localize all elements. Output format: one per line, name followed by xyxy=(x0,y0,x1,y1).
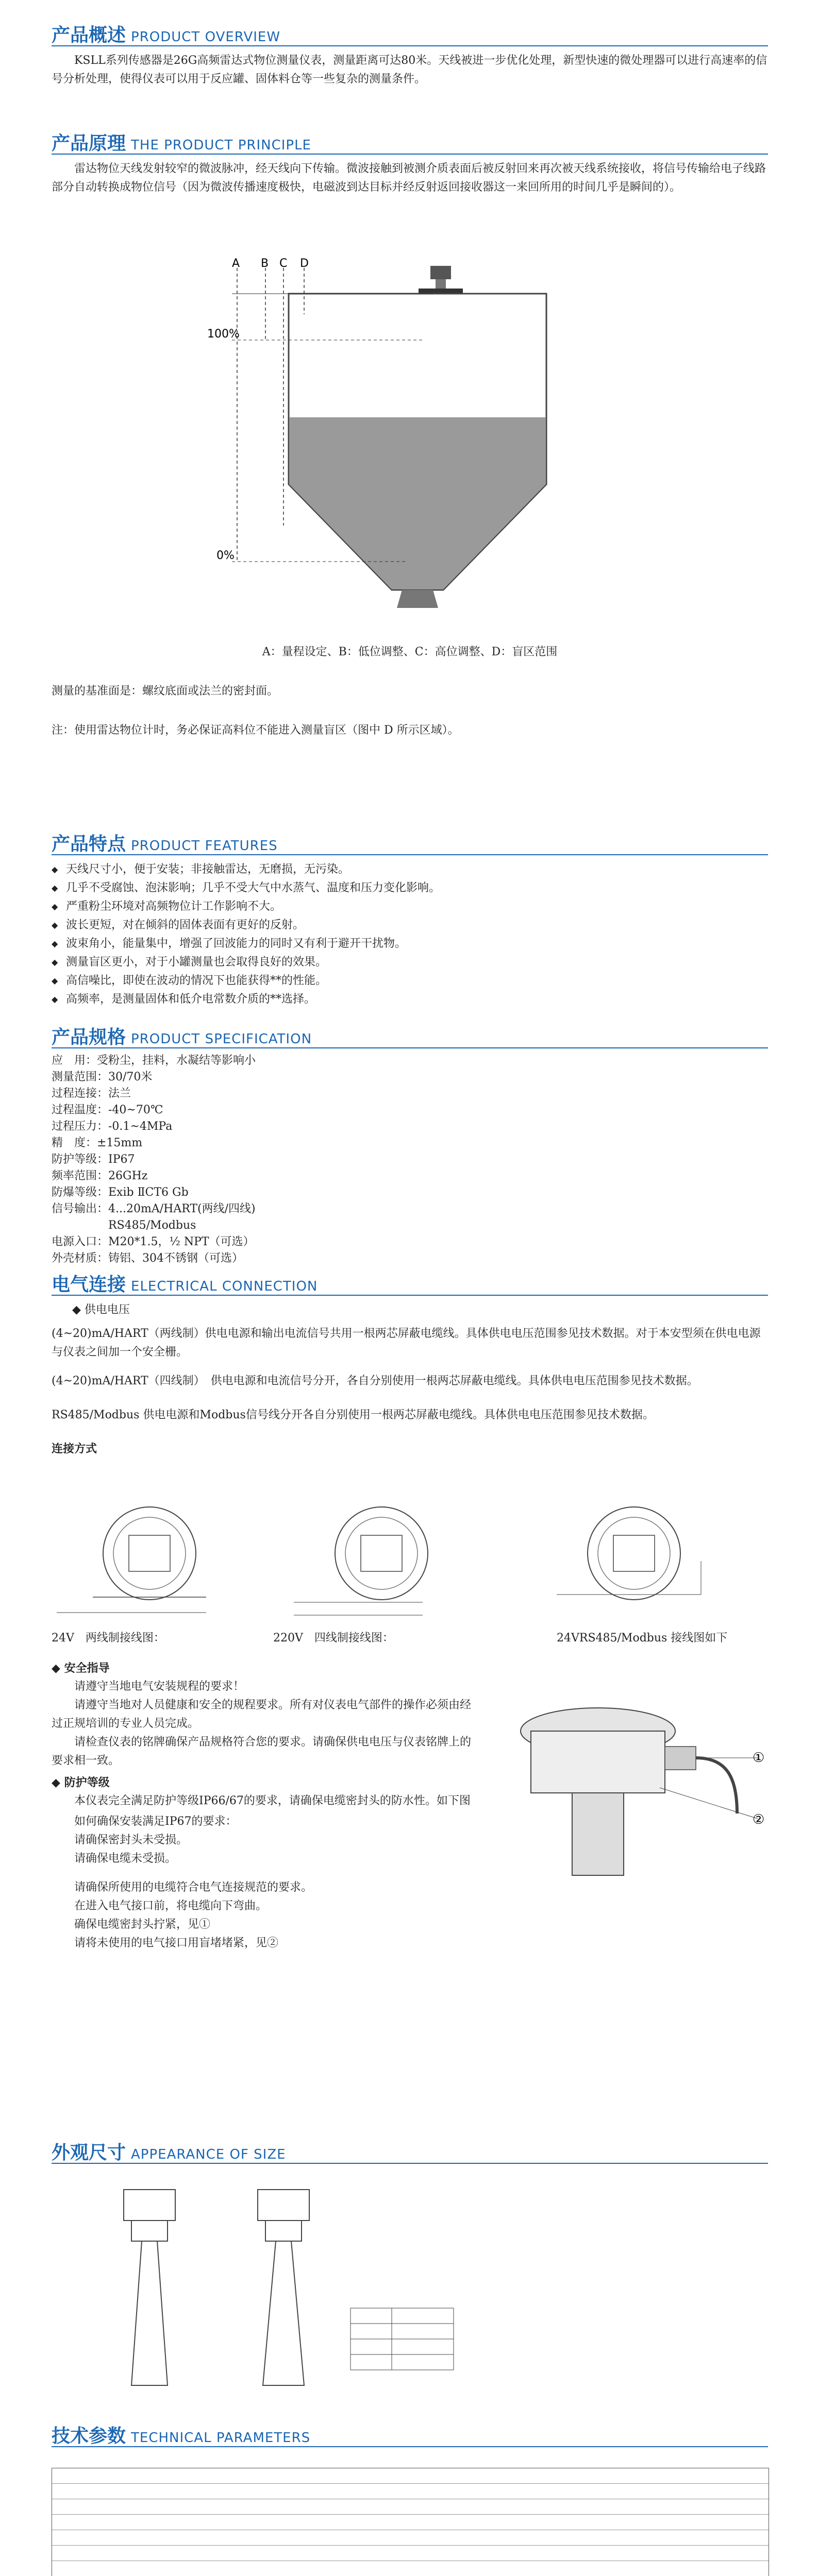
electrical-title: 电气连接 xyxy=(52,1274,126,1295)
safety-title-text: 安全指导 xyxy=(64,1662,110,1675)
wiring-rs485 xyxy=(557,1507,701,1600)
spec-row: 过程连接：法兰 xyxy=(52,1087,131,1100)
list-item: ◆ 几乎不受腐蚀、泡沫影响；几乎不受大气中水蒸气、温度和压力变化影响。 xyxy=(52,879,768,897)
principle-note2: 注：使用雷达物位计时，务必保证高料位不能进入测量盲区（图中 D 所示区域）。 xyxy=(52,724,459,737)
size-table xyxy=(350,2308,454,2370)
diag3-label: 24VRS485/Modbus 接线图如下 xyxy=(557,1632,728,1645)
size-heading xyxy=(52,2138,768,2164)
overview-heading xyxy=(52,21,768,46)
features-title-en: PRODUCT FEATURES xyxy=(131,838,278,854)
label-a: A xyxy=(232,257,240,270)
features-title: 产品特点 xyxy=(52,834,126,855)
list-item: ◆ 天线尺寸小，便于安装；非接触雷达，无磨损，无污染。 xyxy=(52,860,768,879)
wiring-2wire xyxy=(57,1507,206,1613)
features-list xyxy=(52,860,768,1009)
spec-section xyxy=(52,1023,768,1267)
protect-title-text: 防护等级 xyxy=(64,1776,110,1789)
electrical-heading xyxy=(52,1270,768,1296)
overview-title: 产品概述 xyxy=(52,25,126,46)
cable-gland-diagram xyxy=(495,1700,768,1906)
supply-title-text: 供电电压 xyxy=(84,1303,130,1316)
tank-medium xyxy=(289,417,546,589)
size-title-en: APPEARANCE OF SIZE xyxy=(131,2147,286,2162)
diag2-label: 220V 四线制接线图： xyxy=(273,1632,394,1645)
tank-principle-diagram xyxy=(207,257,598,629)
spec-row: 防爆等级：Exib ⅡCT6 Gb xyxy=(52,1186,189,1199)
principle-heading xyxy=(52,129,768,155)
protect-line: 请确保所使用的电缆符合电气连接规范的要求。 xyxy=(74,1881,313,1894)
safety-line: 请遵守当地对人员健康和安全的规程要求。所有对仪表电气部件的操作必须由经过正规培训的专业人员完成。 xyxy=(52,1699,472,1730)
safety-block xyxy=(52,1654,474,1953)
conn-title: 连接方式 xyxy=(52,1443,97,1455)
supply-title: ◆ 供电电压 xyxy=(72,1303,130,1316)
list-item: ◆ 波长更短，对在倾斜的固体表面有更好的反射。 xyxy=(52,916,768,935)
wiring-4wire xyxy=(294,1507,428,1615)
protect-line: 确保电缆密封头拧紧，见① xyxy=(74,1918,211,1931)
label-b: B xyxy=(261,257,269,270)
principle-text: 雷达物位天线发射较窄的微波脉冲，经天线向下传输。微波接触到被测介质表面后被反射回来再次被天线系统接收，将信号传输给电子线路部分自动转换成物位信号（因为微波传播速度极快，电磁波到达目标并经反射返回接收器这一来回所用的时间几乎是瞬间的）。 xyxy=(52,162,766,194)
protect-title: ◆ 防护等级 xyxy=(52,1776,110,1789)
spec-row: 频率范围：26GHz xyxy=(52,1170,148,1182)
size-title: 外观尺寸 xyxy=(52,2142,126,2163)
spec-row: 应 用：受粉尘，挂料，水凝结等影响小 xyxy=(52,1054,256,1067)
features-section xyxy=(52,829,768,1009)
spec-row: 测量范围：30/70米 xyxy=(52,1071,153,1083)
spec-title: 产品规格 xyxy=(52,1027,126,1048)
principle-title-en: THE PRODUCT PRINCIPLE xyxy=(131,138,311,153)
features-heading xyxy=(52,829,768,855)
spec-row: 精 度：±15mm xyxy=(52,1137,143,1149)
spec-heading xyxy=(52,1023,768,1048)
electrical-section xyxy=(52,1270,768,1459)
spec-row: 防护等级：IP67 xyxy=(52,1153,135,1166)
spec-row: RS485/Modbus xyxy=(52,1219,196,1232)
principle-notes xyxy=(52,638,768,740)
spec-row: 外壳材质：铸铝、304不锈钢（可选） xyxy=(52,1252,243,1265)
spec-row: 过程压力：-0.1~4MPa xyxy=(52,1120,173,1133)
protect-line: 本仪表完全满足防护等级IP66/67的要求，请确保电缆密封头的防水性。如下图 xyxy=(74,1794,471,1807)
supply-p2: (4~20)mA/HART（四线制） 供电电源和电流信号分开，各自分别使用一根两芯屏蔽电缆线。具体供电电压范围参见技术数据。 xyxy=(52,1375,698,1387)
list-item: ◆ 高频率，是测量固体和低介电常数介质的**选择。 xyxy=(52,990,768,1009)
safety-line: 请检查仪表的铭牌确保产品规格符合您的要求。请确保供电电压与仪表铭牌上的要求相一致。 xyxy=(52,1736,472,1767)
overview-section xyxy=(52,21,768,89)
overview-title-en: PRODUCT OVERVIEW xyxy=(131,29,281,45)
supply-p3: RS485/Modbus 供电电源和Modbus信号线分开各自分别使用一根两芯屏蔽电缆线。具体供电电压范围参见技术数据。 xyxy=(52,1409,654,1421)
size-section xyxy=(52,2138,768,2164)
label-d: D xyxy=(300,257,309,270)
params-table xyxy=(52,2468,769,2576)
spec-title-en: PRODUCT SPECIFICATION xyxy=(131,1031,312,1047)
radar-head xyxy=(430,266,451,279)
protect-line: 在进入电气接口前，将电缆向下弯曲。 xyxy=(74,1900,268,1912)
wiring-diagrams xyxy=(52,1504,768,1628)
safety-title: ◆ 安全指导 xyxy=(52,1662,110,1675)
protect-line: 请将未使用的电气接口用盲堵堵紧，见② xyxy=(74,1937,279,1950)
size-drawing xyxy=(103,2179,464,2401)
supply-p1: (4~20)mA/HART（两线制）供电电源和输出电流信号共用一根两芯屏蔽电缆线。具体供电电压范围参见技术数据。对于本安型须在供电电源与仪表之间加一个安全栅。 xyxy=(52,1327,761,1359)
list-item: ◆ 波束角小，能量集中，增强了回波能力的同时又有利于避开干扰物。 xyxy=(52,935,768,953)
principle-legend: A：量程设定、B：低位调整、C：高位调整、D：盲区范围 xyxy=(262,646,558,658)
protect-line: 请确保电缆未受损。 xyxy=(74,1852,177,1865)
overview-text: KSLL系列传感器是26G高频雷达式物位测量仪表，测量距离可达80米。天线被进一步优化处理，新型快速的微处理器可以进行高速率的信号分析处理，使得仪表可以用于反应罐、固体料仓等一些复杂的测量条件。 xyxy=(52,54,767,86)
protect-line: 请确保密封头未受损。 xyxy=(74,1834,188,1846)
principle-note1: 测量的基准面是：螺纹底面或法兰的密封面。 xyxy=(52,685,279,698)
spec-row: 过程温度：-40~70℃ xyxy=(52,1104,163,1116)
params-section xyxy=(52,2421,768,2447)
marker-2: ② xyxy=(753,1812,765,1827)
params-title-en: TECHNICAL PARAMETERS xyxy=(131,2430,311,2446)
principle-section xyxy=(52,129,768,197)
principle-title: 产品原理 xyxy=(52,133,126,154)
electrical-title-en: ELECTRICAL CONNECTION xyxy=(131,1279,318,1294)
label-0: 0% xyxy=(216,549,235,562)
label-c: C xyxy=(279,257,288,270)
safety-line: 请遵守当地电气安装规程的要求！ xyxy=(74,1680,245,1693)
protect-line: 如何确保安装满足IP67的要求： xyxy=(74,1815,237,1828)
list-item: ◆ 高信噪比，即使在波动的情况下也能获得**的性能。 xyxy=(52,972,768,990)
spec-row: 电源入口：M20*1.5，½ NPT（可选） xyxy=(52,1235,255,1248)
params-title: 技术参数 xyxy=(52,2426,126,2447)
list-item: ◆ 严重粉尘环境对高频物位计工作影响不大。 xyxy=(52,897,768,916)
params-heading xyxy=(52,2421,768,2447)
spec-row: 信号输出：4...20mA/HART(两线/四线) xyxy=(52,1202,256,1215)
list-item: ◆ 测量盲区更小，对于小罐测量也会取得良好的效果。 xyxy=(52,953,768,972)
marker-1: ① xyxy=(753,1750,765,1766)
diag1-label: 24V 两线制接线图： xyxy=(52,1632,165,1645)
label-100: 100% xyxy=(207,328,240,341)
spec-list xyxy=(52,1053,768,1267)
